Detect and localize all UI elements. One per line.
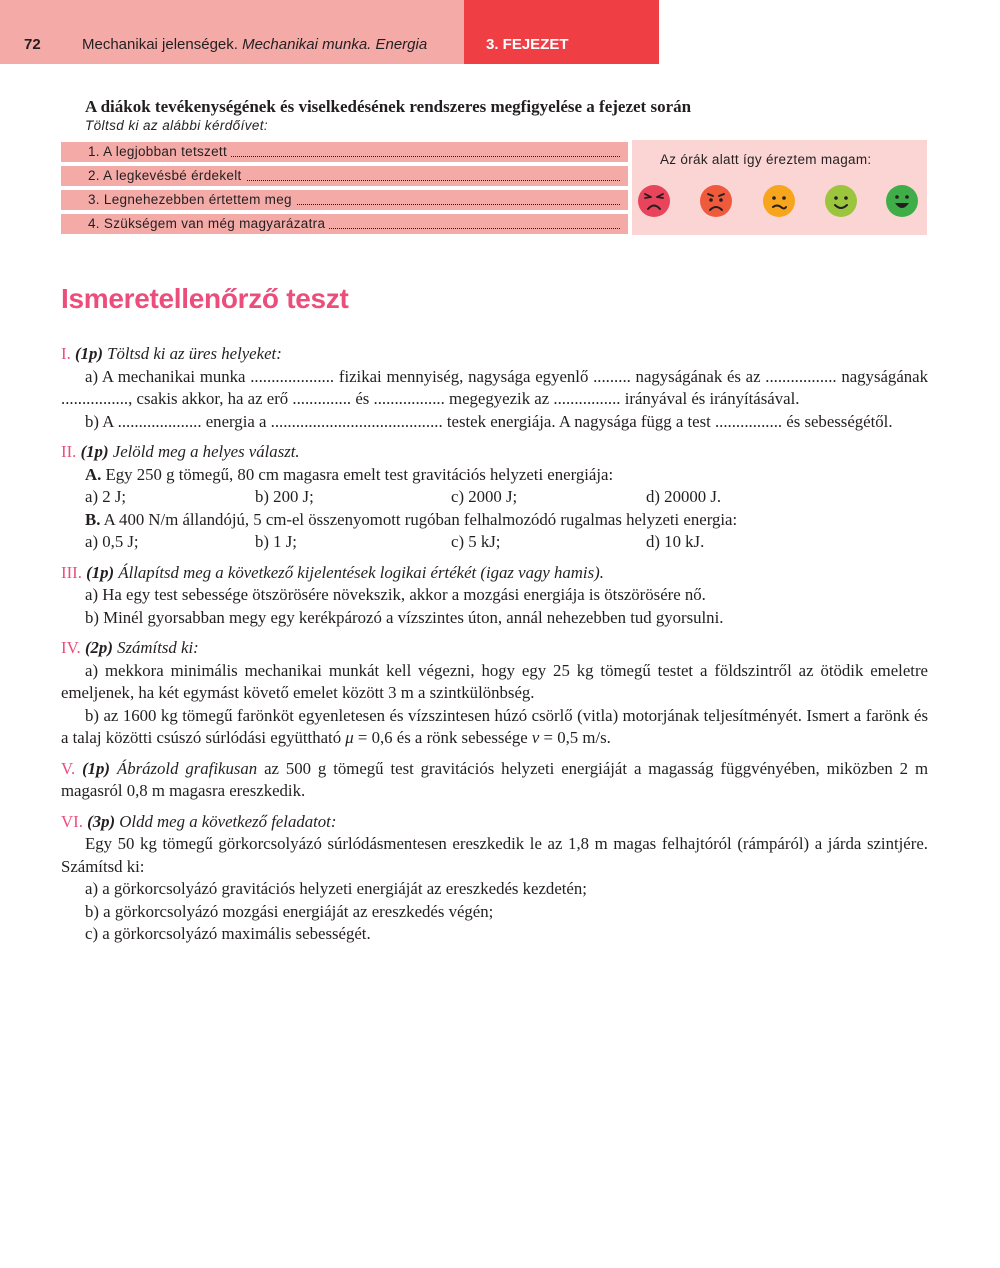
header-left-band [0,0,464,64]
chapter-title-plain: Mechanikai jelenségek. [82,36,243,53]
survey-row[interactable] [61,142,628,162]
survey-row[interactable] [61,190,628,210]
question-item: b) a görkorcsolyázó mozgási energiáját az ereszkedés végén; [85,901,494,921]
question-item [61,705,928,750]
question-1 [61,343,928,433]
answer-option[interactable]: b) 200 J; [255,487,314,506]
happy-face-icon[interactable] [886,185,918,217]
question-item: b) Minél gyorsabban megy egy kerékpározó a vízszintes úton, annál nehezebben tud gyorsulni. [85,607,724,627]
chapter-badge [464,0,659,64]
question-item [61,464,928,487]
item-text: = 0,6 és a rönk sebessége [353,728,532,747]
question-number: I. [61,344,71,363]
answer-option[interactable]: d) 20000 J. [646,487,722,506]
question-points: (3p) [87,811,116,831]
page-number: 72 [24,36,41,53]
survey-row-label: 4. Szükségem van még magyarázatra [88,216,329,231]
question-instruction: Állapítsd meg a következő kijelentések logikai értékét (igaz vagy hamis). [118,562,604,582]
question-6 [61,811,928,946]
question-heading [61,343,928,366]
question-item [61,509,928,532]
question-instruction: Töltsd ki az üres helyeket: [107,344,282,363]
question-heading [61,758,928,803]
question-2 [61,441,928,554]
test-content [61,343,928,954]
survey-row-label: 1. A legjobban tetszett [88,144,231,159]
chapter-label: 3. FEJEZET [486,36,569,53]
item-text: Egy 250 g tömegű, 80 cm magasra emelt test gravitációs helyzeti energiája: [101,464,614,484]
question-heading [61,562,928,585]
question-4 [61,637,928,750]
question-heading [61,441,928,464]
survey-rows [61,142,628,238]
question-intro: Egy 50 kg tömegű görkorcsolyázó súrlódásmentesen ereszkedik le az 1,8 m magas felhajtóról (rámpáról) a járda szintjére. Számítsd ki: [61,834,928,876]
question-item: a) Ha egy test sebessége ötszörösére növekszik, akkor a mozgási energiája is ötszörösére nő. [85,585,706,604]
answer-option[interactable]: a) 0,5 J; [85,532,139,551]
question-item: c) a görkorcsolyázó maximális sebességét. [85,924,371,943]
chapter-title [82,36,427,53]
question-heading [61,811,928,834]
question-number: III. [61,562,82,582]
question-number: V. [61,758,76,778]
answer-options [61,531,928,554]
question-points: (1p) [80,442,109,461]
item-label: A. [85,464,102,484]
question-item: b) A .................... energia a ......................................... testek energiája. A nagysága függ a test ................ és sebességétől. [85,411,893,431]
question-number: II. [61,442,77,461]
answer-options [61,486,928,509]
chapter-title-italic: Mechanikai munka. Energia [242,36,428,53]
question-instruction: Jelöld meg a helyes választ. [112,442,300,461]
confused-face-icon[interactable] [763,185,795,217]
survey-subtitle: Töltsd ki az alábbi kérdőívet: [85,118,269,133]
mood-box [632,140,927,235]
survey-row[interactable] [61,166,628,186]
answer-option[interactable]: d) 10 kJ. [646,532,705,551]
question-points: (1p) [82,758,111,778]
question-points: (2p) [84,638,113,657]
question-instruction: Számítsd ki: [117,638,199,657]
answer-option[interactable]: a) 2 J; [85,487,127,506]
question-3 [61,562,928,630]
item-text: = 0,5 m/s. [539,728,611,747]
question-item: a) A mechanikai munka .................... fizikai mennyiség, nagysága egyenlő ......... nagyságának és az ................. nagyságának ................, csakis akkor, ha az erő .............. és ................. megegyezik az ................ irányával és irányításával. [61,366,928,408]
item-text: az 500 g tömegű test gravitációs helyzeti energiáját a magasság függvényében, miközben 2 m magasról 0,8 m magasra ereszkedik. [61,758,928,800]
survey-title: A diákok tevékenységének és viselkedésének rendszeres megfigyelése a fejezet során [85,97,692,116]
angry-face-icon[interactable] [638,185,670,217]
question-instruction: Ábrázold grafikusan [116,758,258,778]
question-points: (1p) [75,344,103,363]
question-instruction: Oldd meg a következő feladatot: [119,811,337,831]
page-header [0,0,1000,64]
sad-face-icon[interactable] [700,185,732,217]
answer-option[interactable]: c) 5 kJ; [451,532,501,551]
mu-symbol: μ [345,728,354,747]
question-points: (1p) [86,562,115,582]
question-5 [61,758,928,803]
section-title: Ismeretellenőrző teszt [61,283,349,314]
v-symbol: v [531,728,540,747]
mood-faces [632,182,927,220]
survey-row-label: 3. Legnehezebben értettem meg [88,192,296,207]
survey-row[interactable] [61,214,628,234]
answer-option[interactable]: b) 1 J; [255,532,297,551]
mood-title: Az órák alatt így éreztem magam: [660,152,872,167]
item-text: A 400 N/m állandójú, 5 cm-el összenyomott rugóban felhalmozódó rugalmas helyzeti energia: [100,509,738,529]
question-number: VI. [61,811,83,831]
item-text: b) az 1600 kg tömegű farönköt egyenletesen és vízszintesen húzó csörlő (vitla) motorjának teljesítményét. Ismert a farönk és a talaj közötti csúszó súrlódási együttható [61,705,928,747]
question-number: IV. [61,638,81,657]
smile-face-icon[interactable] [825,185,857,217]
item-label: B. [85,509,101,529]
question-item: a) mekkora minimális mechanikai munkát kell végezni, hogy egy 25 kg tömegű testet a földszintről az ötödik emeletre emeljenek, ha két egymást követő emelet között 3 m a szintkülönbség. [61,660,928,702]
answer-option[interactable]: c) 2000 J; [451,487,518,506]
question-item: a) a görkorcsolyázó gravitációs helyzeti energiáját az ereszkedés kezdetén; [85,879,587,898]
question-heading [61,637,928,660]
survey-row-label: 2. A legkevésbé érdekelt [88,168,246,183]
